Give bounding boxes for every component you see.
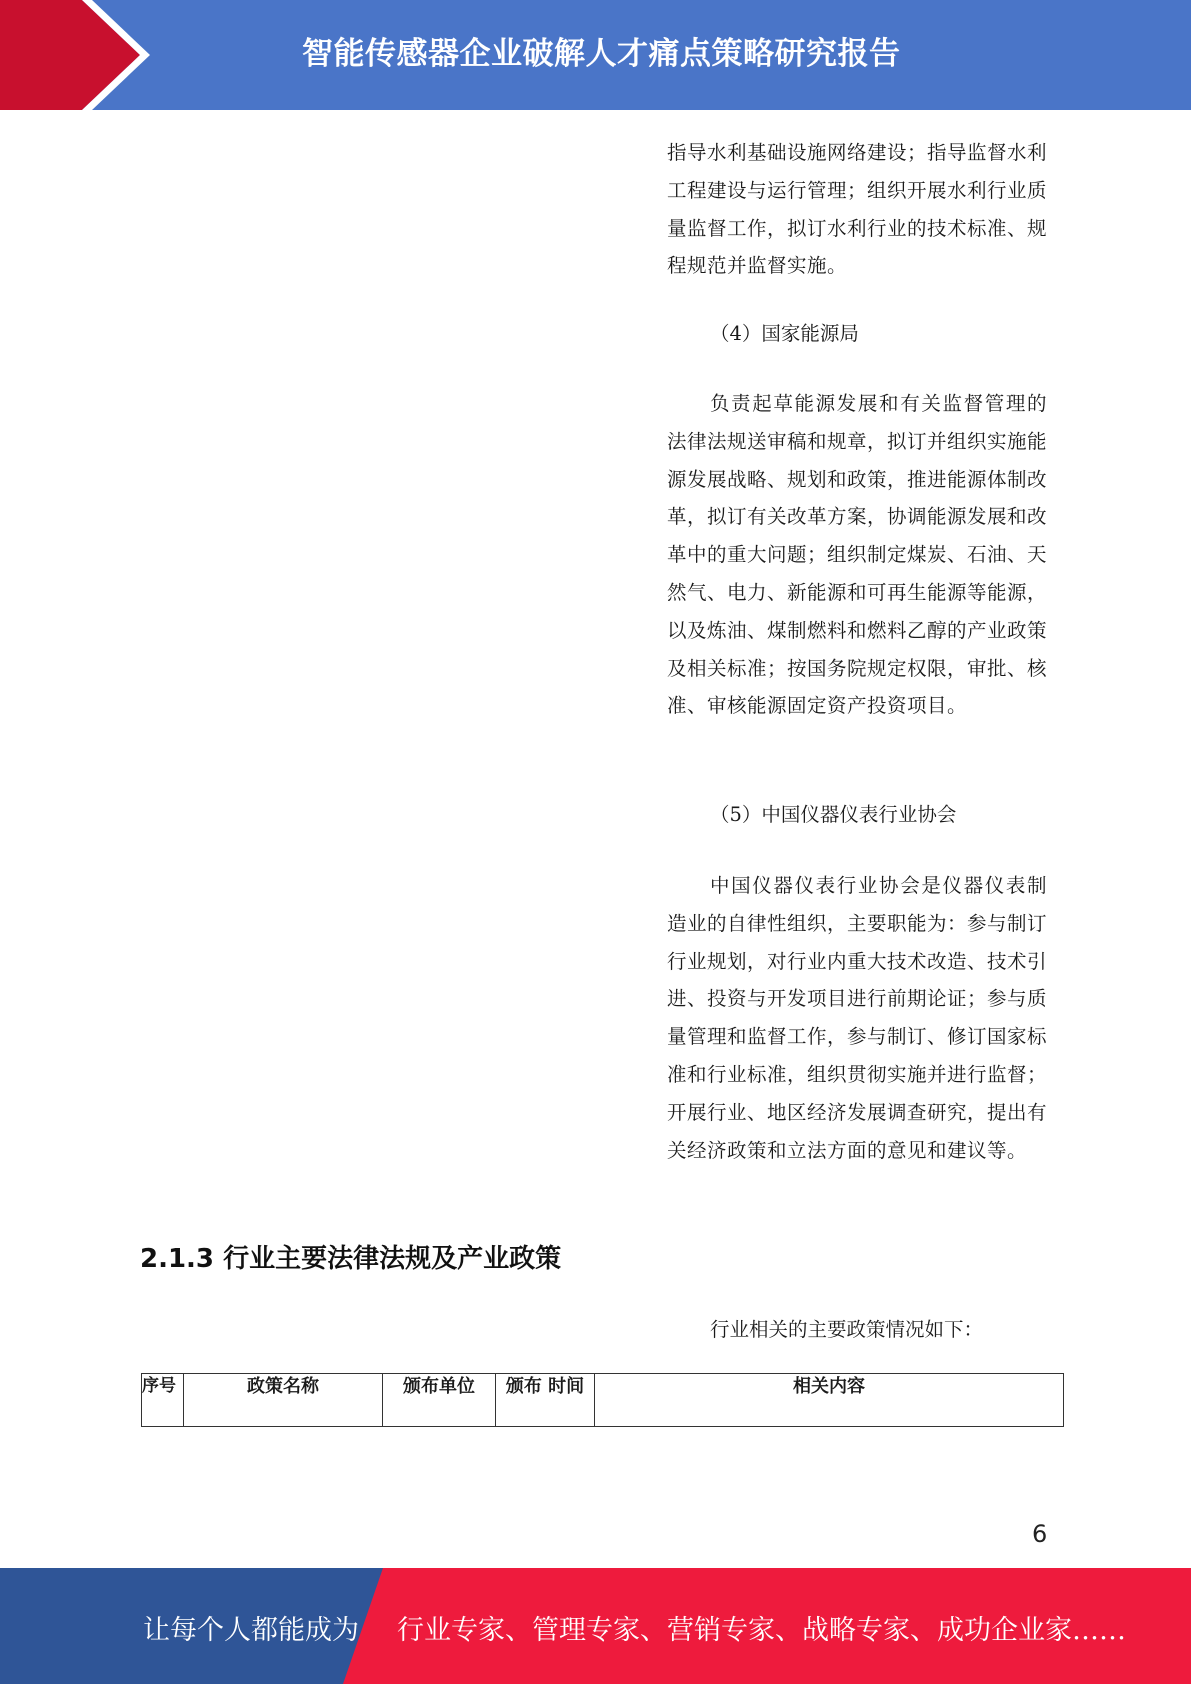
water-resources-paragraph: 指导水利基础设施网络建设；指导监督水利工程建设与运行管理；组织开展水利行业质量监督工作，拟订水利行业的技术标准、规程规范并监督实施。 <box>667 141 1048 278</box>
section-heading: 2.1.3 行业主要法律法规及产业政策 <box>140 1244 562 1274</box>
col-header-no: 序号 <box>142 1374 184 1427</box>
footer-slogan-left: 让每个人都能成为 <box>143 1615 359 1646</box>
policy-intro-text: 行业相关的主要政策情况如下： <box>710 1318 984 1341</box>
report-title: 智能传感器企业破解人才痛点策略研究报告 <box>302 36 901 72</box>
page-header <box>0 0 1191 110</box>
page-footer <box>0 1568 1191 1684</box>
col-header-content: 相关内容 <box>595 1374 1064 1427</box>
header-chevron-icon <box>0 0 160 110</box>
energy-administration-paragraph: 负责起草能源发展和有关监督管理的法律法规送审稿和规章，拟订并组织实施能源发展战略、规划和政策，推进能源体制改革，拟订有关改革方案，协调能源发展和改革中的重大问题；组织制定煤炭、石油、天然气、电力、新能源和可再生能源等能源，以及炼油、煤制燃料和燃料乙醇的产业政策及相关标准；按国务院规定权限，审批、核准、审核能源固定资产投资项目。 <box>667 392 1048 718</box>
page-number: 6 <box>1032 1520 1048 1548</box>
col-header-issuer: 颁布单位 <box>383 1374 496 1427</box>
col-header-policy-name: 政策名称 <box>184 1374 383 1427</box>
instrument-association-paragraph: 中国仪器仪表行业协会是仪器仪表制造业的自律性组织，主要职能为：参与制订行业规划，对行业内重大技术改造、技术引进、投资与开发项目进行前期论证；参与质量管理和监督工作，参与制订、修订国家标准和行业标准，组织贯彻实施并进行监督；开展行业、地区经济发展调查研究，提出有关经济政策和立法方面的意见和建议等。 <box>667 874 1048 1162</box>
policy-table <box>141 1373 1064 1427</box>
subheading-national-energy-administration: （4）国家能源局 <box>710 322 859 345</box>
table-header-row <box>142 1374 1064 1427</box>
footer-slogan-right: 行业专家、管理专家、营销专家、战略专家、成功企业家…… <box>397 1615 1126 1646</box>
col-header-date: 颁布 时间 <box>496 1374 595 1427</box>
subheading-instrument-association: （5）中国仪器仪表行业协会 <box>710 803 957 826</box>
